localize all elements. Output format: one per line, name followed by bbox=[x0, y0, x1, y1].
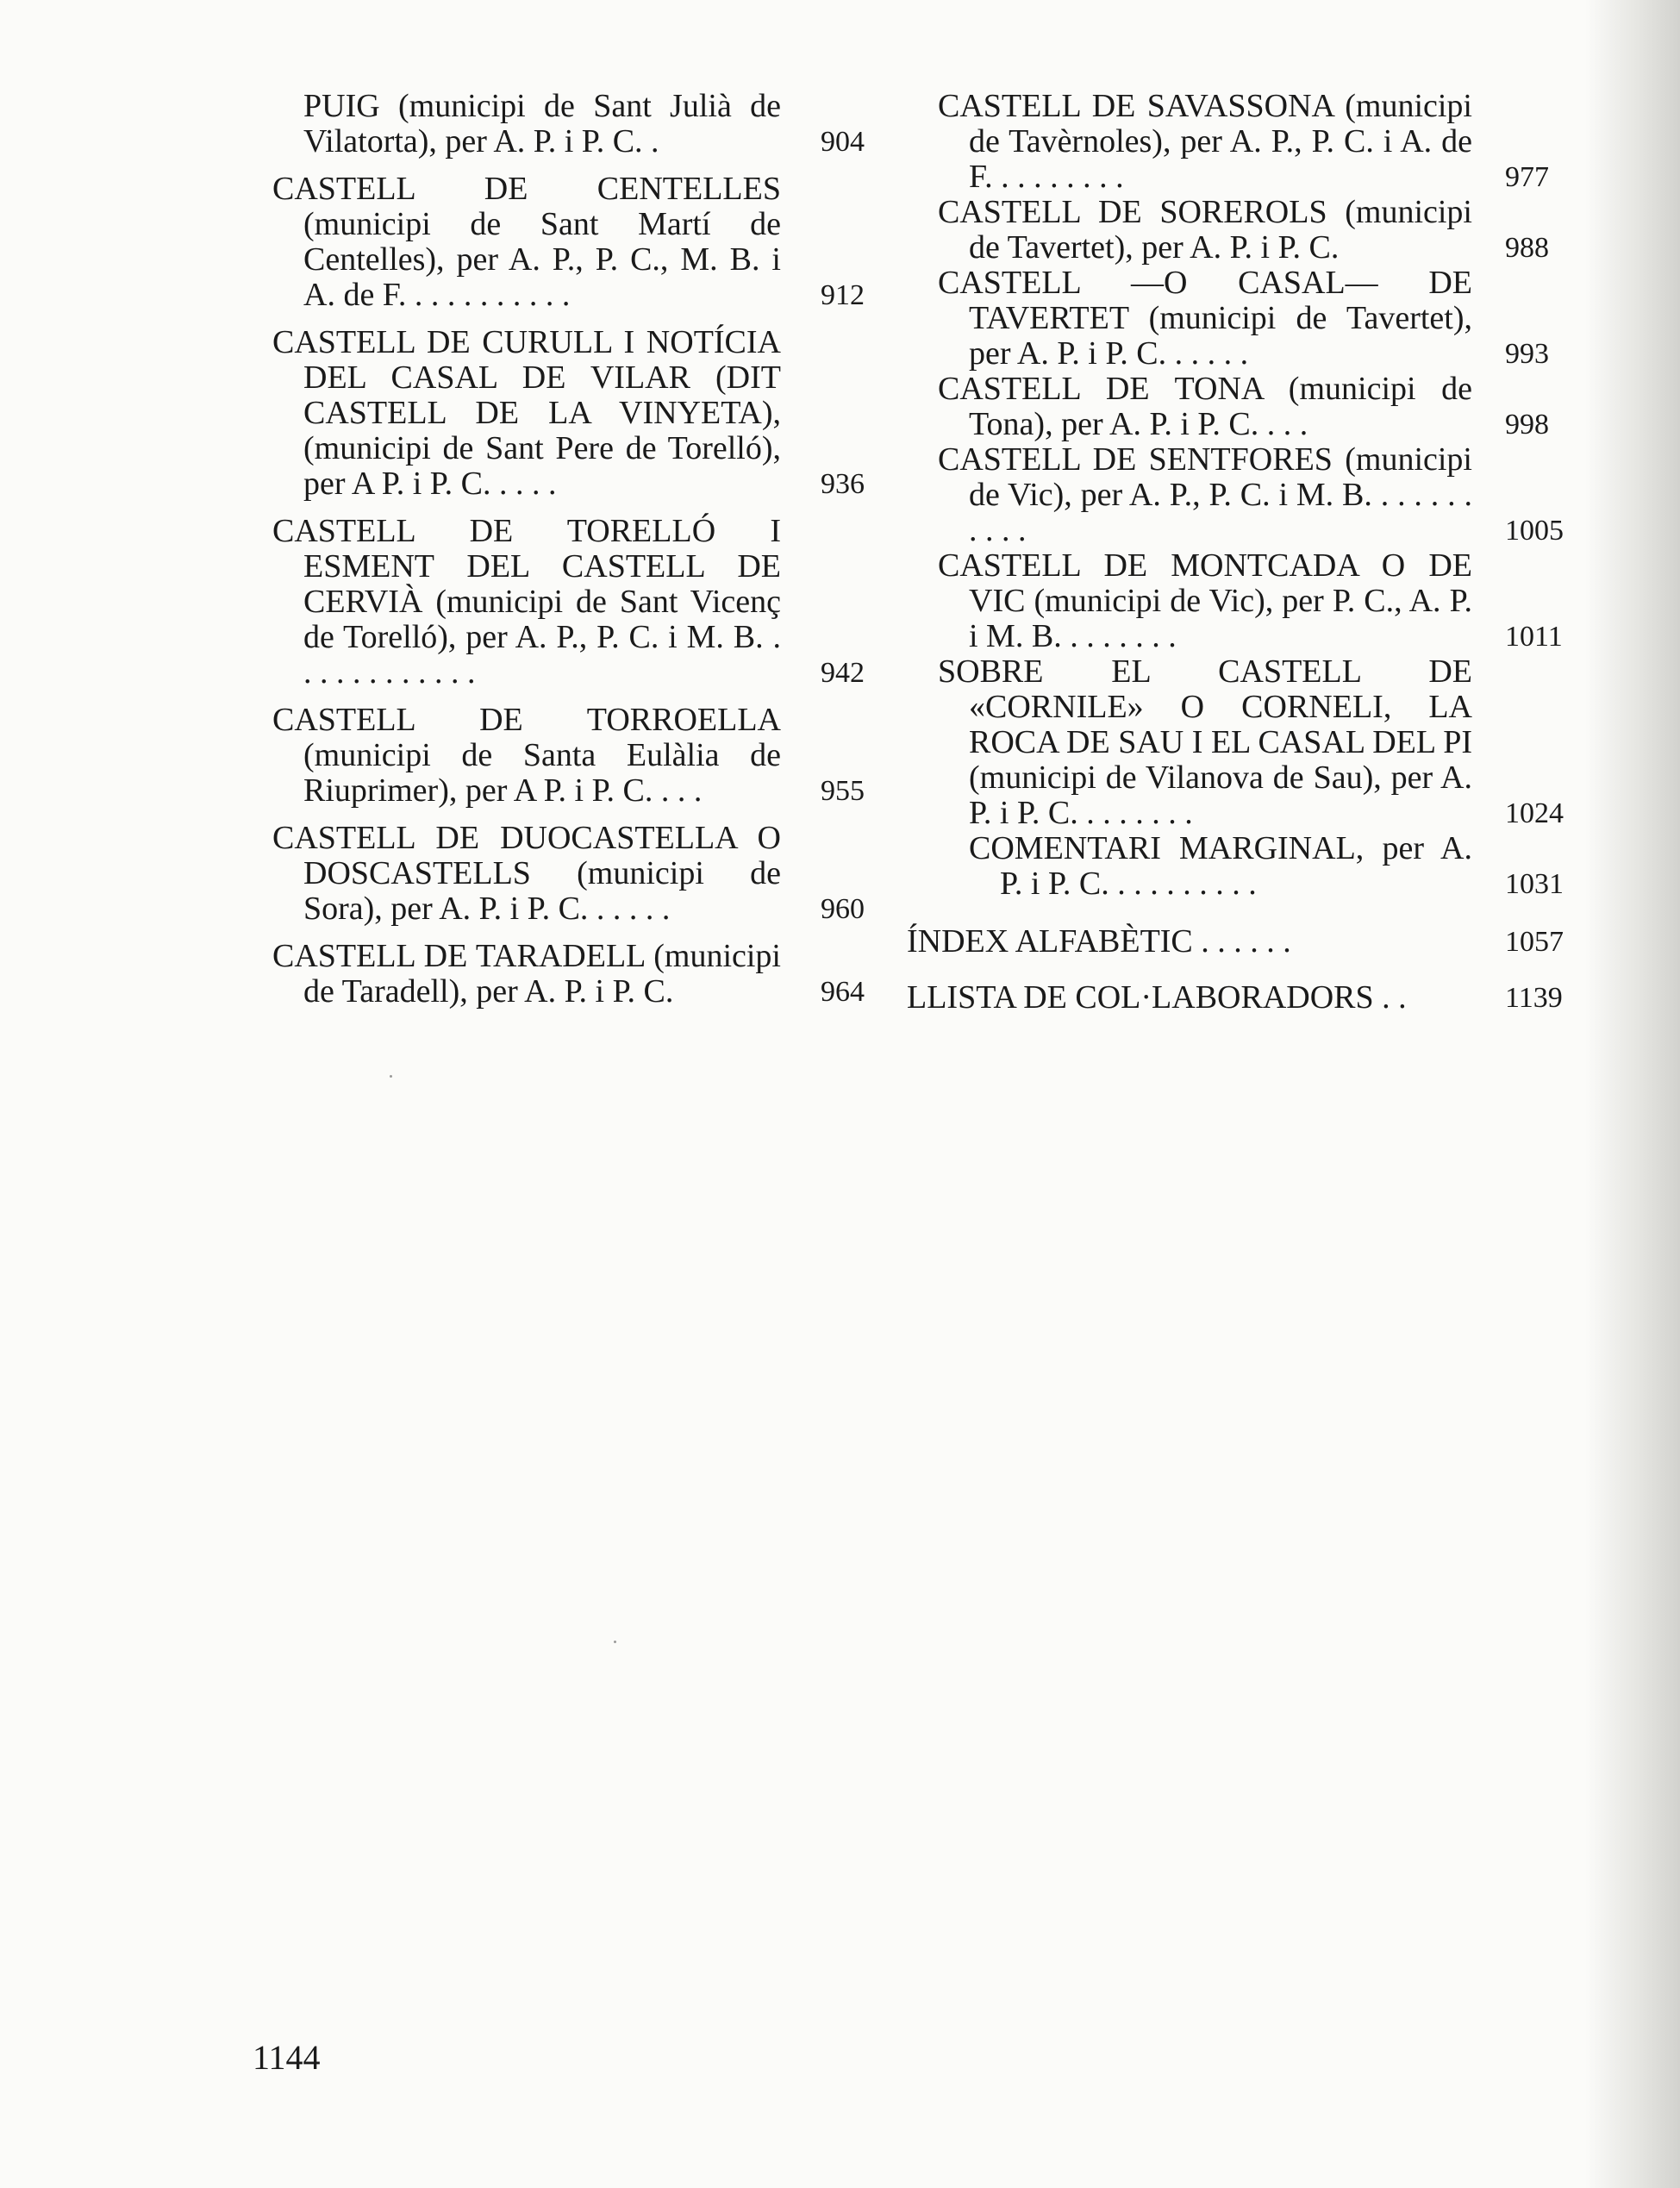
toc-entry bbox=[272, 703, 893, 809]
toc-entry bbox=[938, 266, 1584, 372]
page-edge-shadow bbox=[1585, 0, 1680, 2188]
toc-entry-title: ÍNDEX ALFABÈTIC . . . . . . bbox=[907, 923, 1291, 960]
paper-speck bbox=[614, 1641, 616, 1643]
toc-entry bbox=[272, 172, 893, 313]
toc-entry-title: CASTELL DE SENTFORES (municipi de Vic), per A. P., P. C. i M. B. . . . . . . . . . . bbox=[938, 441, 1472, 548]
toc-entry-title: SOBRE EL CASTELL DE «CORNILE» O CORNELI, LA ROCA DE SAU I EL CASAL DEL PI (municipi de Vilanova de Sau), per A. P. i P. C. . . . . . . . bbox=[938, 653, 1472, 831]
toc-entry bbox=[272, 939, 893, 1010]
toc-entry-title: COMENTARI MARGINAL, per A. P. i P. C. . . . . . . . . . bbox=[969, 830, 1472, 902]
toc-entry-page: 998 bbox=[1505, 409, 1549, 441]
toc-entry-title: CASTELL DE TORELLÓ I ESMENT DEL CASTELL DE CERVIÀ (municipi de Sant Vicenç de Torelló), per A. P., P. C. i M. B. . . . . . . . . . . . . bbox=[272, 513, 781, 691]
toc-entry-page: 960 bbox=[821, 893, 865, 925]
toc-index-entry bbox=[907, 980, 1584, 1016]
toc-entry-page: 993 bbox=[1505, 338, 1549, 370]
toc-entry-title: CASTELL DE TARADELL (municipi de Taradell), per A. P. i P. C. bbox=[272, 938, 781, 1010]
toc-entry-title: CASTELL DE SAVASSONA (municipi de Tavèrnoles), per A. P., P. C. i A. de F. . . . . . . . . bbox=[938, 88, 1472, 195]
toc-entry-page: 1057 bbox=[1505, 926, 1564, 958]
toc-entry bbox=[938, 831, 1584, 902]
toc-entry-page: 1031 bbox=[1505, 868, 1564, 900]
toc-entry bbox=[272, 325, 893, 502]
toc-entry bbox=[938, 654, 1584, 831]
toc-entry-page: 904 bbox=[821, 126, 865, 158]
toc-entry bbox=[272, 514, 893, 691]
page-number: 1144 bbox=[253, 2038, 321, 2077]
toc-entry-title: CASTELL DE TORROELLA (municipi de Santa Eulàlia de Riuprimer), per A P. i P. C. . . . bbox=[272, 702, 781, 809]
toc-entry-page: 988 bbox=[1505, 232, 1549, 264]
toc-entry-title: LLISTA DE COL·LABORADORS . . bbox=[907, 979, 1407, 1016]
toc-entry-page: 936 bbox=[821, 468, 865, 500]
toc-entry bbox=[272, 821, 893, 927]
toc-entry bbox=[938, 442, 1584, 548]
toc-entry-page: 912 bbox=[821, 279, 865, 311]
toc-entry-title: CASTELL DE CURULL I NOTÍCIA DEL CASAL DE VILAR (DIT CASTELL DE LA VINYETA), (municipi de Sant Pere de Torelló), per A P. i P. C. . . . . bbox=[272, 324, 781, 502]
paper-speck bbox=[390, 1075, 392, 1078]
toc-entry-page: 964 bbox=[821, 976, 865, 1008]
toc-entry bbox=[938, 548, 1584, 654]
toc-entry bbox=[272, 89, 893, 159]
toc-index-entry bbox=[907, 924, 1584, 960]
toc-entry-page: 1011 bbox=[1505, 621, 1563, 653]
toc-entry-page: 1024 bbox=[1505, 797, 1564, 829]
toc-entry-title: CASTELL DE SOREROLS (municipi de Tavertet), per A. P. i P. C. bbox=[938, 194, 1472, 266]
toc-entry-title: CASTELL DE MONTCADA O DE VIC (municipi de Vic), per P. C., A. P. i M. B. . . . . . . . bbox=[938, 547, 1472, 654]
toc-entry-title: CASTELL —O CASAL— DE TAVERTET (municipi de Tavertet), per A. P. i P. C. . . . . . bbox=[938, 265, 1472, 372]
toc-entry-title: CASTELL DE TONA (municipi de Tona), per A. P. i P. C. . . . bbox=[938, 371, 1472, 442]
toc-entry-page: 1139 bbox=[1505, 982, 1563, 1014]
toc-entry bbox=[938, 195, 1584, 266]
toc-right-column bbox=[907, 88, 1584, 1016]
toc-entry-page: 955 bbox=[821, 775, 865, 807]
toc-left-column bbox=[272, 89, 893, 1018]
toc-entry-title: CASTELL DE DUOCASTELLA O DOSCASTELLS (municipi de Sora), per A. P. i P. C. . . . . . bbox=[272, 820, 781, 927]
toc-entry-title: PUIG (municipi de Sant Julià de Vilatorta), per A. P. i P. C. . bbox=[303, 88, 781, 159]
toc-entry bbox=[938, 372, 1584, 442]
toc-entry-page: 942 bbox=[821, 657, 865, 689]
toc-entry-title: CASTELL DE CENTELLES (municipi de Sant Martí de Centelles), per A. P., P. C., M. B. i A. de F. . . . . . . . . . . bbox=[272, 171, 781, 313]
toc-entry-page: 977 bbox=[1505, 161, 1549, 193]
toc-entry-page: 1005 bbox=[1505, 515, 1564, 547]
toc-entry bbox=[938, 89, 1584, 195]
